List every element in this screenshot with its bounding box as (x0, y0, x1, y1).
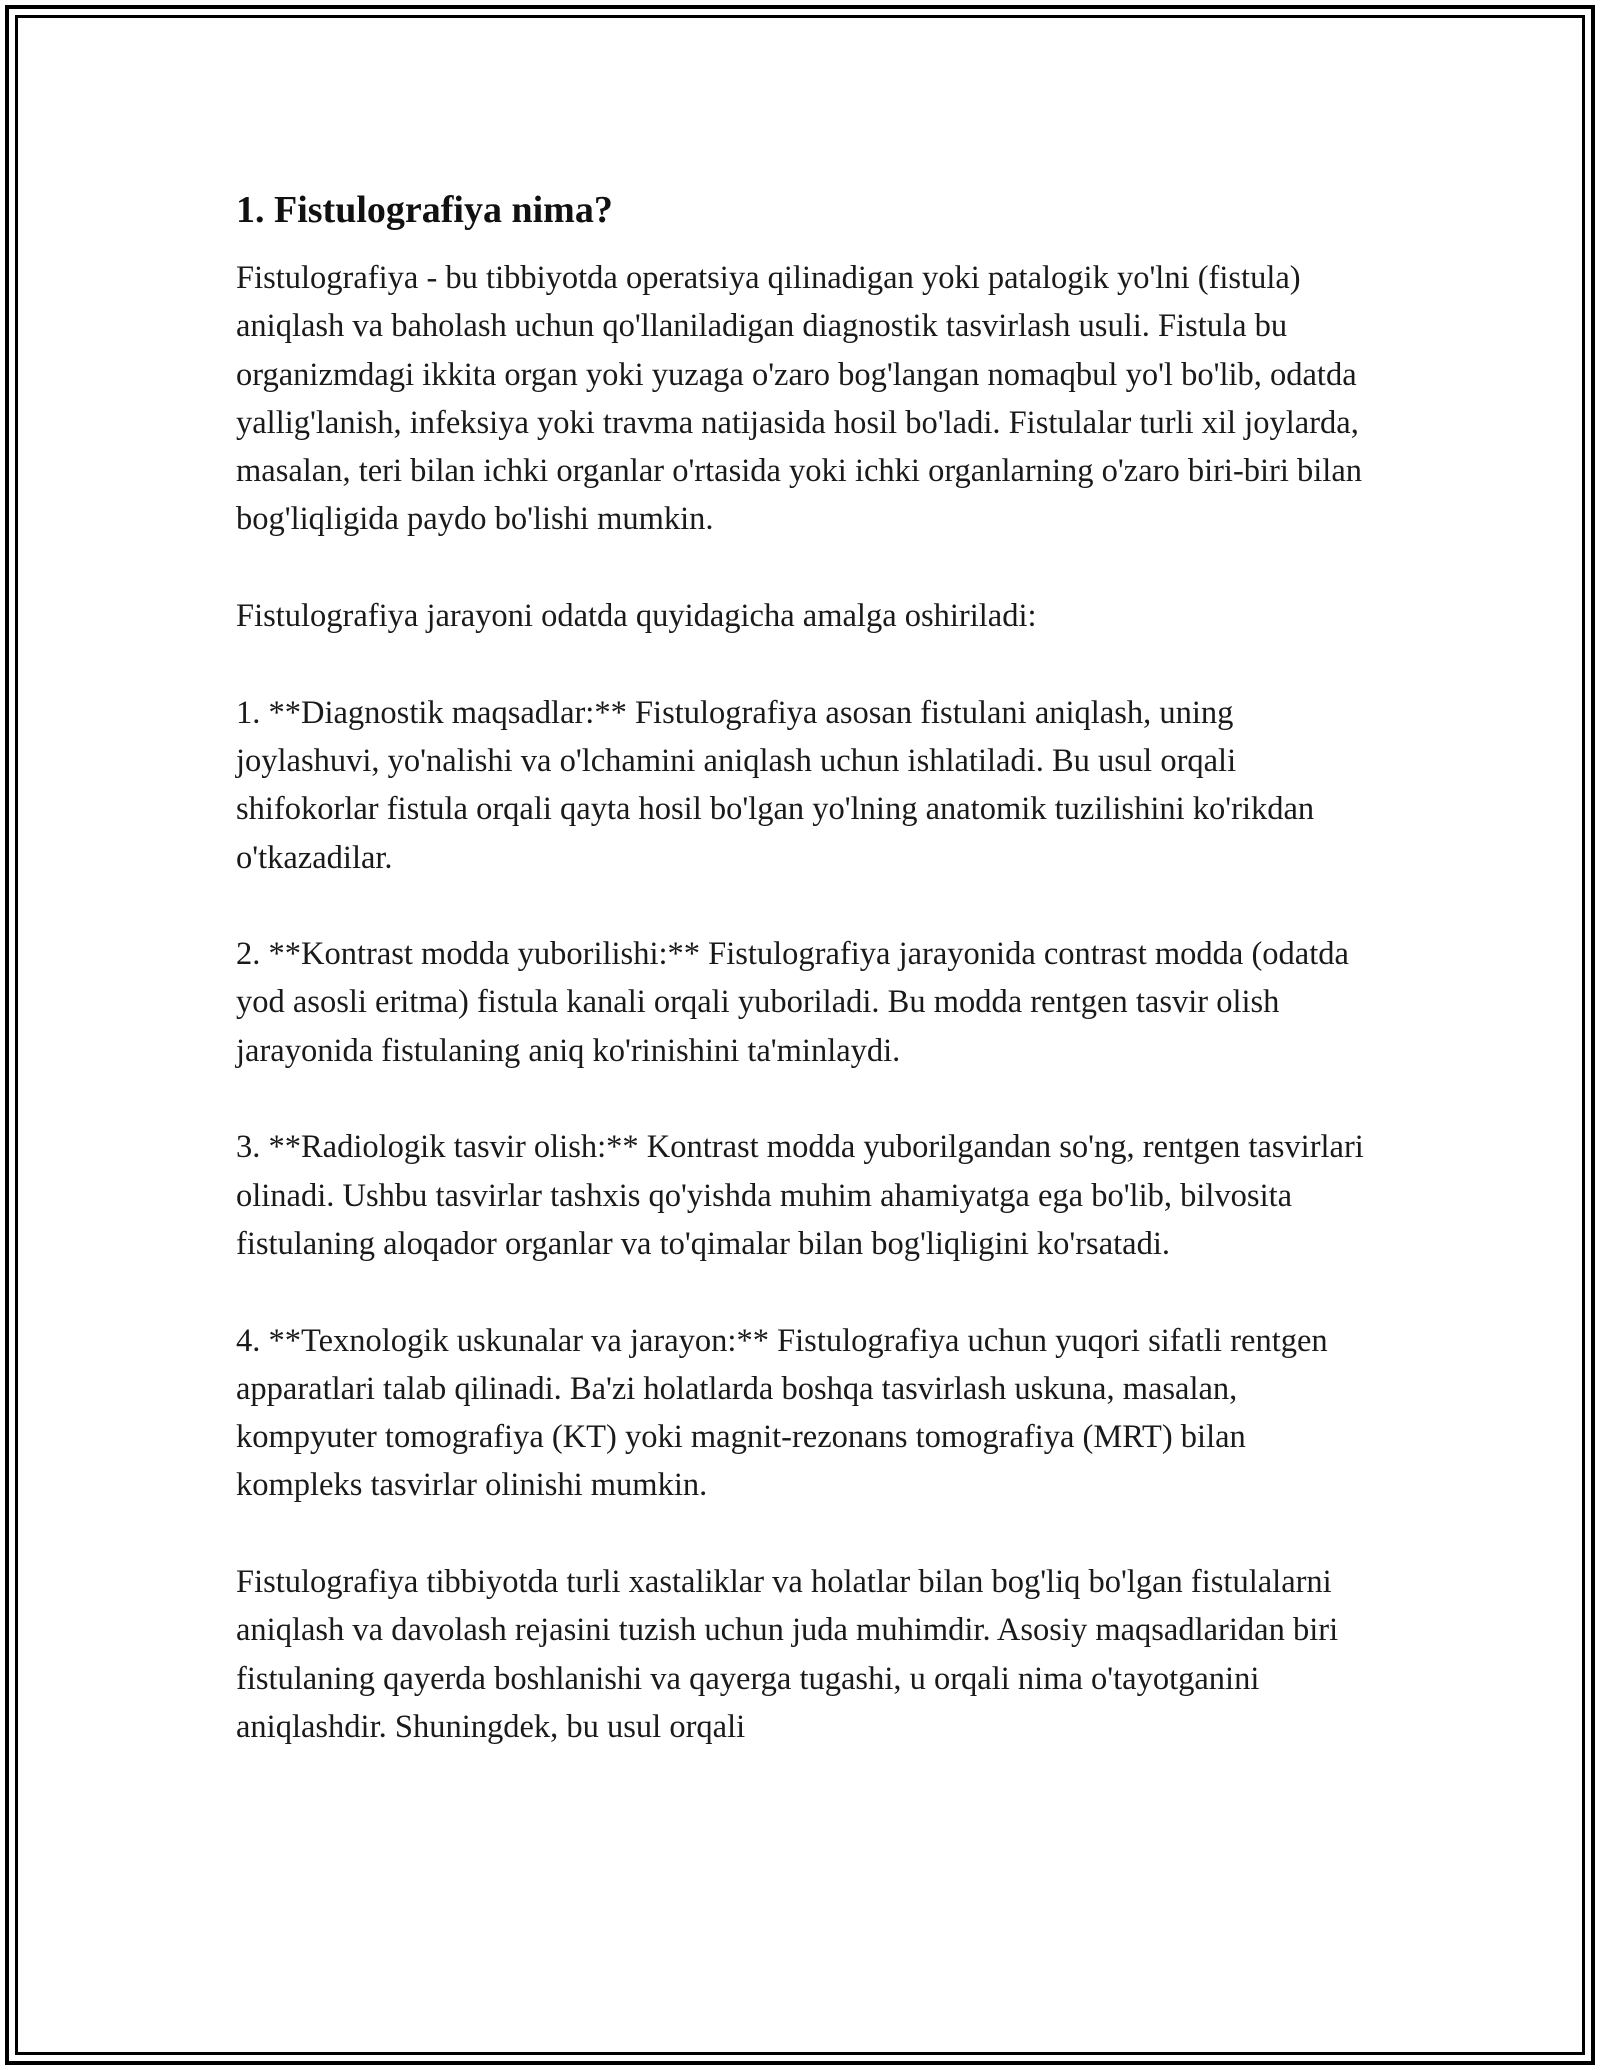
process-intro-paragraph: Fistulografiya jarayoni odatda quyidagicha amalga oshiriladi: (236, 598, 1037, 635)
list-item-diagnostic-goals: 1. **Diagnostik maqsadlar:** Fistulografiya asosan fistulani aniqlash, uning joylashuvi, yo'nalishi va o'lchamini aniqlash uchun ishlatiladi. Bu usul orqali shifokorlar fistula orqali qayta hosil bo'lgan yo'lning anatomik tuzilishini ko'rikdan o'tkazadilar. (236, 694, 1315, 876)
list-item-technology-equipment: 4. **Texnologik uskunalar va jarayon:** Fistulografiya uchun yuqori sifatli rentgen apparatlari talab qilinadi. Ba'zi holatlarda boshqa tasvirlash uskuna, masalan, kompyuter tomografiya (KT) yoki magnit-rezonans tomografiya (MRT) bilan kompleks tasvirlar olinishi mumkin. (236, 1322, 1328, 1504)
conclusion-paragraph: Fistulografiya tibbiyotda turli xastaliklar va holatlar bilan bog'liq bo'lgan fistulalarni aniqlash va davolash rejasini tuzish uchun juda muhimdir. Asosiy maqsadlaridan biri fistulaning qayerda boshlanishi va qayerga tugashi, u orqali nima o'tayotganini aniqlashdir. Shuningdek, bu usul orqali (236, 1564, 1339, 1745)
list-item-contrast-injection: 2. **Kontrast modda yuborilishi:** Fistulografiya jarayonida contrast modda (odatda yod asosli eritma) fistula kanali orqali yuboriladi. Bu modda rentgen tasvir olish jarayonida fistulaning aniq ko'rinishini ta'minlaydi. (236, 936, 1349, 1069)
section-heading: 1. Fistulografiya nima? (236, 189, 613, 231)
intro-paragraph: Fistulografiya - bu tibbiyotda operatsiya qilinadigan yoki patalogik yo'lni (fistula) aniqlash va baholash uchun qo'llaniladigan diagnostik tasvirlash usuli. Fistula bu organizmdagi ikkita organ yoki yuzaga o'zaro bog'langan nomaqbul yo'l bo'lib, odatda yallig'lanish, infeksiya yoki travma natijasida hosil bo'ladi. Fistulalar turli xil joylarda, masalan, teri bilan ichki organlar o'rtasida yoki ichki organlarning o'zaro biri-biri bilan bog'liqligida paydo bo'lishi mumkin. (236, 260, 1363, 538)
list-item-radiologic-imaging: 3. **Radiologik tasvir olish:** Kontrast modda yuborilgandan so'ng, rentgen tasvirlari olinadi. Ushbu tasvirlar tashxis qo'yishda muhim ahamiyatga ega bo'lib, bilvosita fistulaning aloqador organlar va to'qimalar bilan bog'liqligini ko'rsatadi. (236, 1129, 1364, 1262)
document-body (236, 186, 1376, 1751)
